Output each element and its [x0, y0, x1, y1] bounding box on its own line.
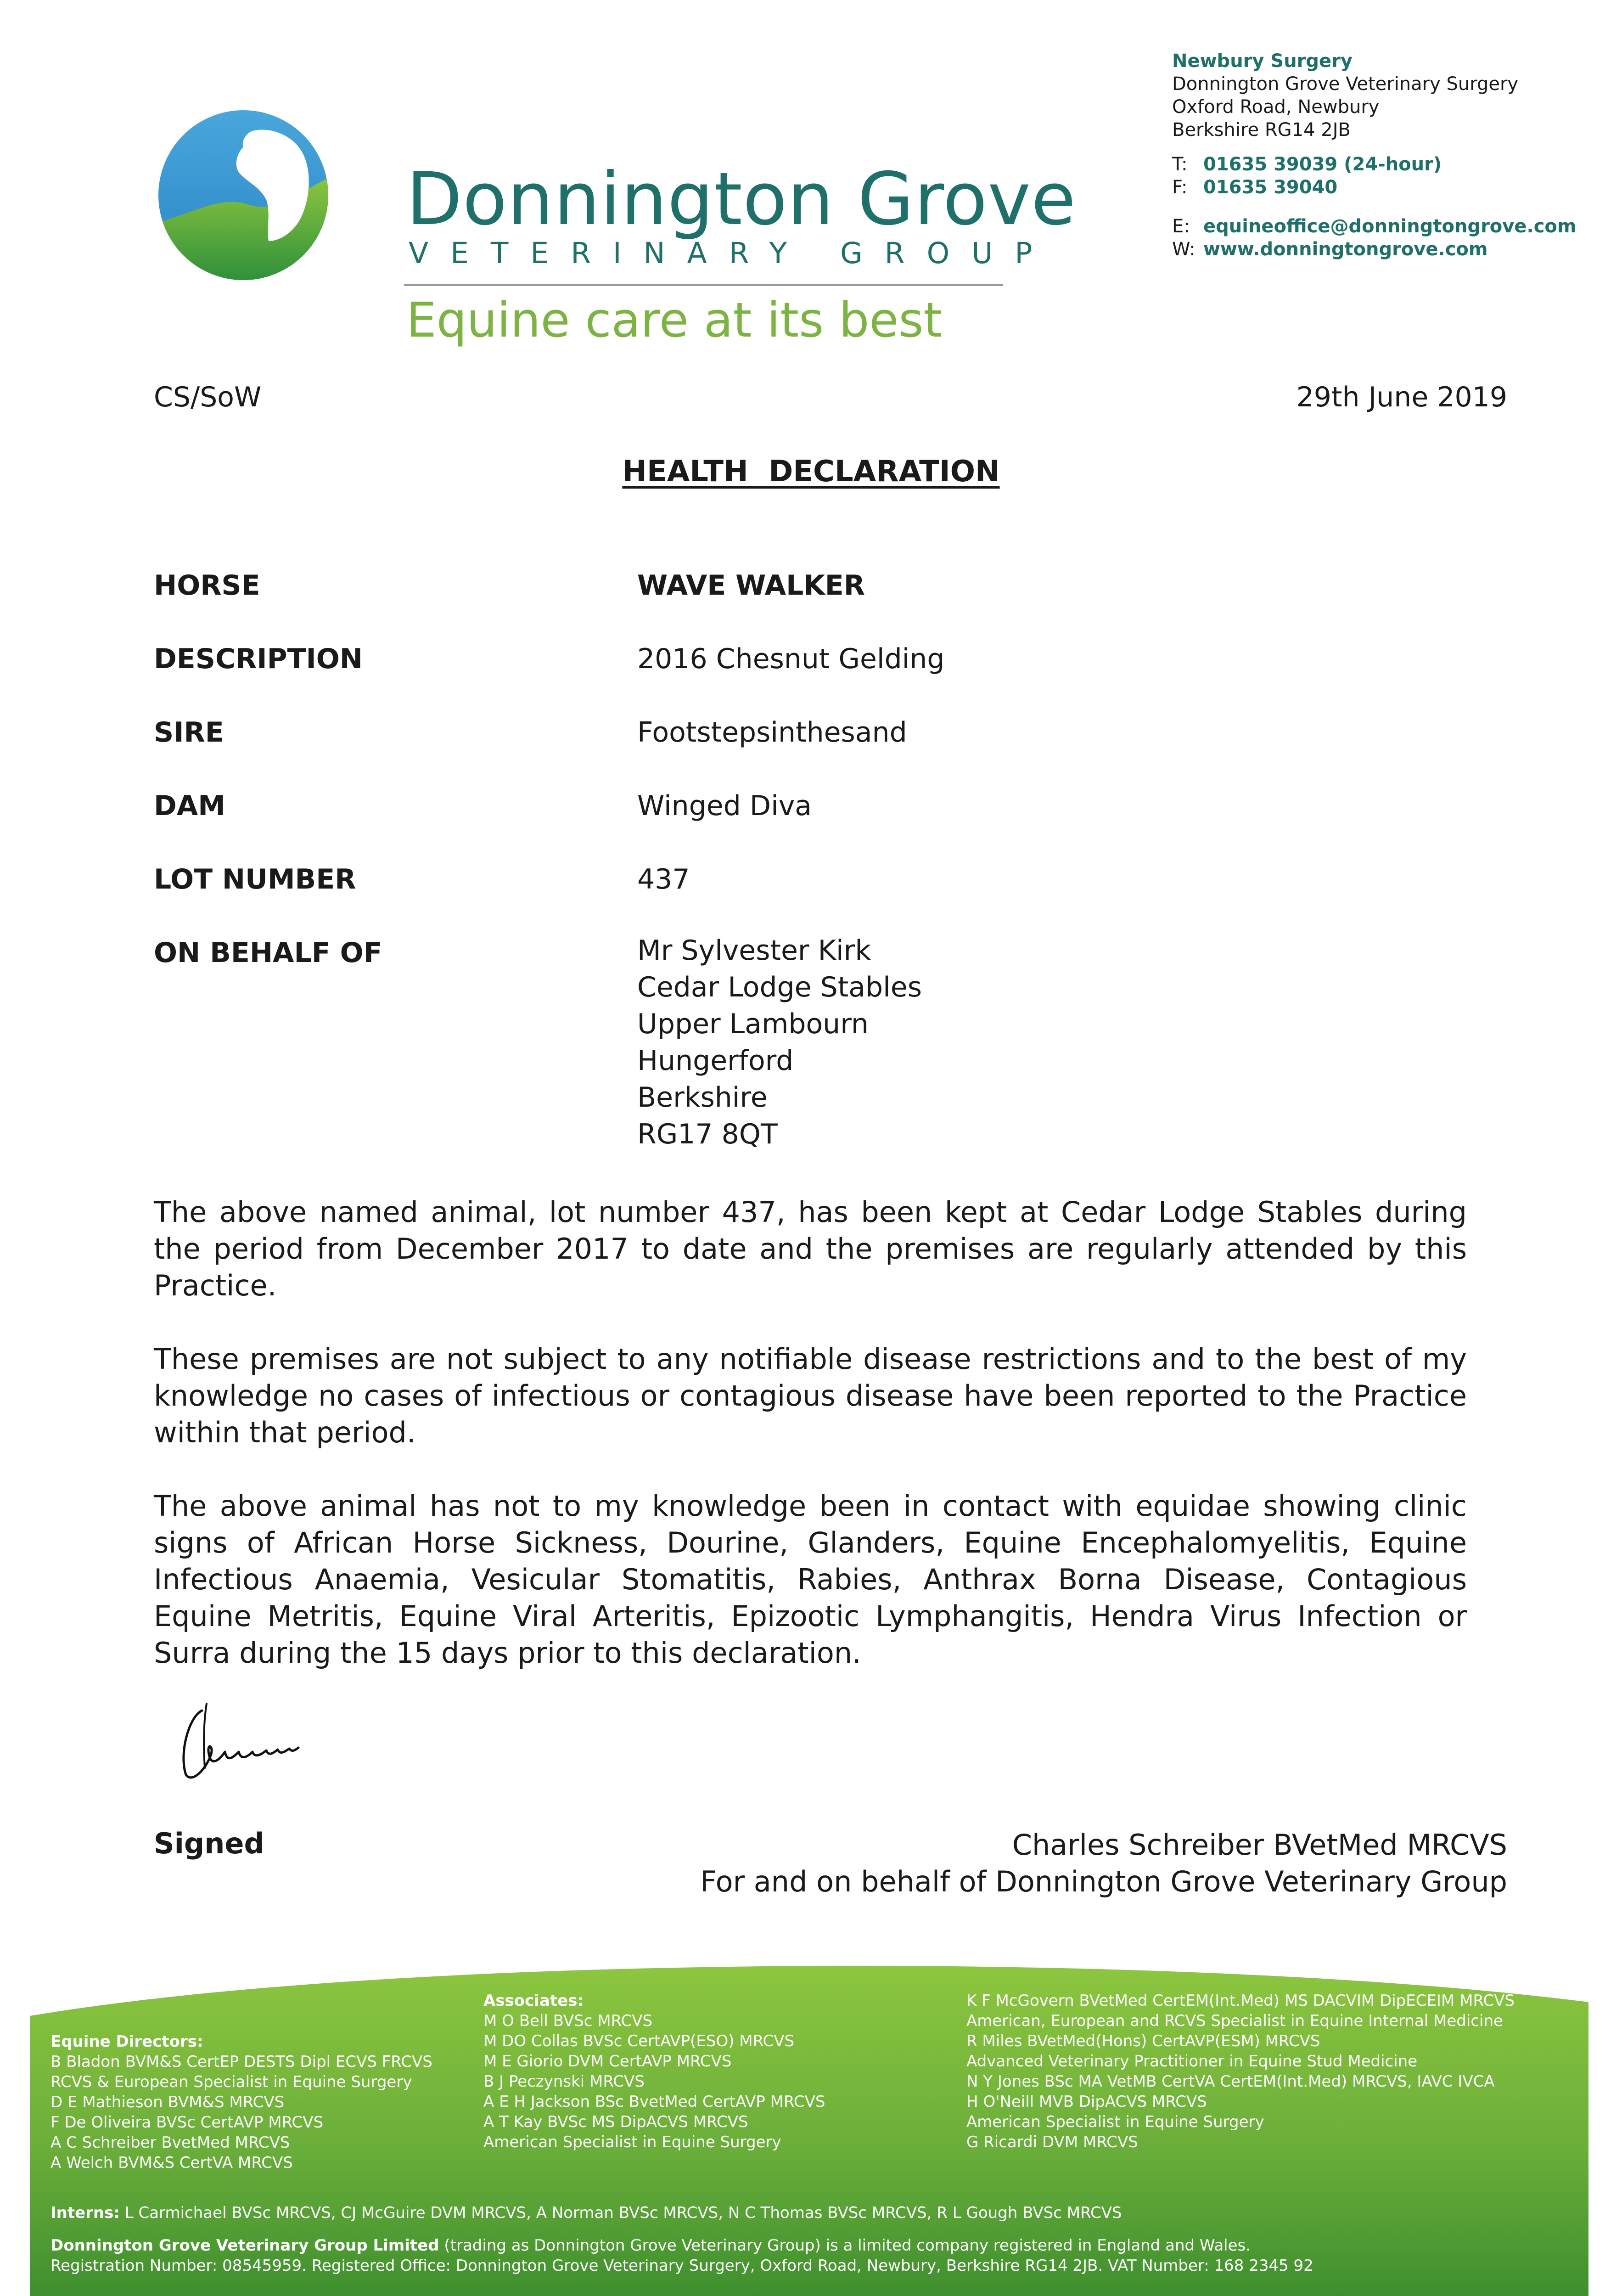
brand-divider	[404, 284, 1003, 286]
sire-label: SIRE	[154, 716, 224, 748]
company-line	[51, 2235, 1251, 2256]
associate-entry: A T Kay BVSc MS DipACVS MRCVS	[483, 2113, 748, 2131]
interns-line	[51, 2203, 1122, 2223]
surgery-name: Newbury Surgery	[1172, 51, 1353, 72]
address-line: Berkshire RG14 2JB	[1172, 119, 1351, 141]
handwritten-signature-icon	[174, 1699, 312, 1786]
on-behalf-label: ON BEHALF OF	[154, 937, 382, 969]
associate-entry: M DO Collas BVSc CertAVP(ESO) MRCVS	[483, 2032, 795, 2050]
company-text: (trading as Donnington Grove Veterinary Group) is a limited company registered in England and Wales.	[439, 2236, 1251, 2255]
email-link[interactable]: equineoffice@donningtongrove.com	[1203, 216, 1577, 237]
address-block	[1172, 50, 1577, 261]
document-heading	[0, 455, 1622, 489]
interns-title: Interns:	[51, 2204, 120, 2222]
web-label: W:	[1172, 239, 1195, 260]
associate-entry: B J Peczynski MRCVS	[483, 2072, 645, 2091]
company-name: Donnington Grove Veterinary Group Limited	[51, 2236, 439, 2255]
associate-entry: M E Giorio DVM CertAVP MRCVS	[483, 2052, 732, 2071]
behalf-line: Cedar Lodge Stables	[637, 971, 922, 1003]
lot-number-value: 437	[637, 863, 690, 895]
brand-name: Donnington Grove	[406, 157, 1077, 242]
email-label: E:	[1172, 216, 1190, 237]
director-entry: D E Mathieson BVM&S MRCVS	[51, 2093, 285, 2111]
director-entry: B Bladon BVM&S CertEP DESTS Dipl ECVS FRCVS	[51, 2053, 432, 2071]
behalf-line: Upper Lambourn	[637, 1008, 869, 1040]
fax-label: F:	[1172, 177, 1188, 198]
signatory-block	[700, 1827, 1507, 1900]
directors-title: Equine Directors:	[51, 2032, 203, 2051]
director-entry: F De Oliveira BVSc CertAVP MRCVS	[51, 2113, 324, 2132]
paragraph: The above animal has not to my knowledge been in contact with equidae showing clinic signs of African Horse Sickness, Dourine, Glanders, Equine Encephalomyelitis, Equine Infectious Anaemia, Vesicular Stomatitis, Rabies, Anthrax Borna Disease, Contagious Equine Metritis, Equine Viral Arteritis, Epizootic Lymphangitis, Hendra Virus Infection or Surra during the 15 days prior to this declaration.	[154, 1489, 1467, 1670]
fax-number: 01635 39040	[1203, 177, 1338, 198]
signatory-behalf: For and on behalf of Donnington Grove Veterinary Group	[700, 1865, 1507, 1898]
specialist-entry: N Y Jones BSc MA VetMB CertVA CertEM(Int.Med) MRCVS, IAVC IVCA	[966, 2072, 1495, 2091]
director-entry: A Welch BVM&S CertVA MRCVS	[51, 2154, 293, 2172]
donnington-grove-logo-icon	[156, 103, 331, 282]
specialist-entry: American Specialist in Equine Surgery	[966, 2113, 1264, 2131]
associates-title: Associates:	[483, 1992, 584, 2010]
behalf-line: Berkshire	[637, 1081, 768, 1114]
address-line: Donnington Grove Veterinary Surgery	[1172, 73, 1519, 95]
horse-label: HORSE	[154, 569, 260, 602]
phone-label: T:	[1172, 154, 1188, 175]
director-entry: RCVS & European Specialist in Equine Surgery	[51, 2073, 412, 2091]
description-label: DESCRIPTION	[154, 643, 363, 675]
specialist-entry: K F McGovern BVetMed CertEM(Int.Med) MS DACVIM DipECEIM MRCVS	[966, 1992, 1515, 2010]
signatory-name: Charles Schreiber BVetMed MRCVS	[1012, 1828, 1507, 1862]
lot-number-label: LOT NUMBER	[154, 863, 356, 895]
specialist-entry: American, European and RCVS Specialist in Equine Internal Medicine	[966, 2012, 1503, 2030]
sire-value: Footstepsinthesand	[637, 716, 907, 748]
document-heading-text: HEALTH DECLARATION	[622, 455, 1000, 489]
dam-label: DAM	[154, 790, 225, 822]
associate-entry: A E H Jackson BSc BvetMed CertAVP MRCVS	[483, 2093, 825, 2111]
interns-list: L Carmichael BVSc MRCVS, CJ McGuire DVM MRCVS, A Norman BVSc MRCVS, N C Thomas BVSc MRCVS, R L Gough BVSc MRCVS	[124, 2204, 1122, 2222]
registration-line: Registration Number: 08545959. Registered Office: Donnington Grove Veterinary Surgery, Oxford Road, Newbury, Berkshire RG14 2JB. VAT Number: 168 2345 92	[51, 2257, 1313, 2275]
brand-subtitle: VETERINARY GROUP	[409, 236, 1055, 270]
reference: CS/SoW	[154, 381, 262, 413]
specialists-list	[966, 1991, 1515, 2152]
behalf-line: Mr Sylvester Kirk	[637, 934, 871, 967]
horse-value: WAVE WALKER	[637, 569, 865, 602]
specialist-entry: G Ricardi DVM MRCVS	[966, 2133, 1138, 2151]
tagline: Equine care at its best	[406, 292, 943, 348]
description-value: 2016 Chesnut Gelding	[637, 643, 945, 675]
address-line: Oxford Road, Newbury	[1172, 96, 1380, 118]
on-behalf-address	[637, 932, 922, 1153]
associate-entry: M O Bell BVSc MRCVS	[483, 2012, 653, 2030]
director-entry: A C Schreiber BvetMed MRCVS	[51, 2133, 290, 2152]
dam-value: Winged Diva	[637, 790, 812, 822]
letter-date: 29th June 2019	[1296, 381, 1507, 413]
phone-number: 01635 39039 (24-hour)	[1203, 154, 1442, 175]
associate-entry: American Specialist in Equine Surgery	[483, 2133, 781, 2151]
associates-list	[483, 1991, 825, 2152]
behalf-line: RG17 8QT	[637, 1118, 778, 1150]
signed-label: Signed	[154, 1827, 264, 1860]
directors-list	[51, 2032, 432, 2173]
specialist-entry: H O'Neill MVB DipACVS MRCVS	[966, 2093, 1207, 2111]
paragraph: These premises are not subject to any notifiable disease restrictions and to the best of my knowledge no cases of infectious or contagious disease have been reported to the Practice within that period.	[154, 1342, 1467, 1449]
behalf-line: Hungerford	[637, 1045, 794, 1077]
specialist-entry: R Miles BVetMed(Hons) CertAVP(ESM) MRCVS	[966, 2032, 1320, 2050]
paragraph: The above named animal, lot number 437, has been kept at Cedar Lodge Stables during the period from December 2017 to date and the premises are regularly attended by this Practice.	[154, 1195, 1467, 1302]
specialist-entry: Advanced Veterinary Practitioner in Equine Stud Medicine	[966, 2052, 1418, 2071]
website-link[interactable]: www.donningtongrove.com	[1203, 239, 1488, 260]
